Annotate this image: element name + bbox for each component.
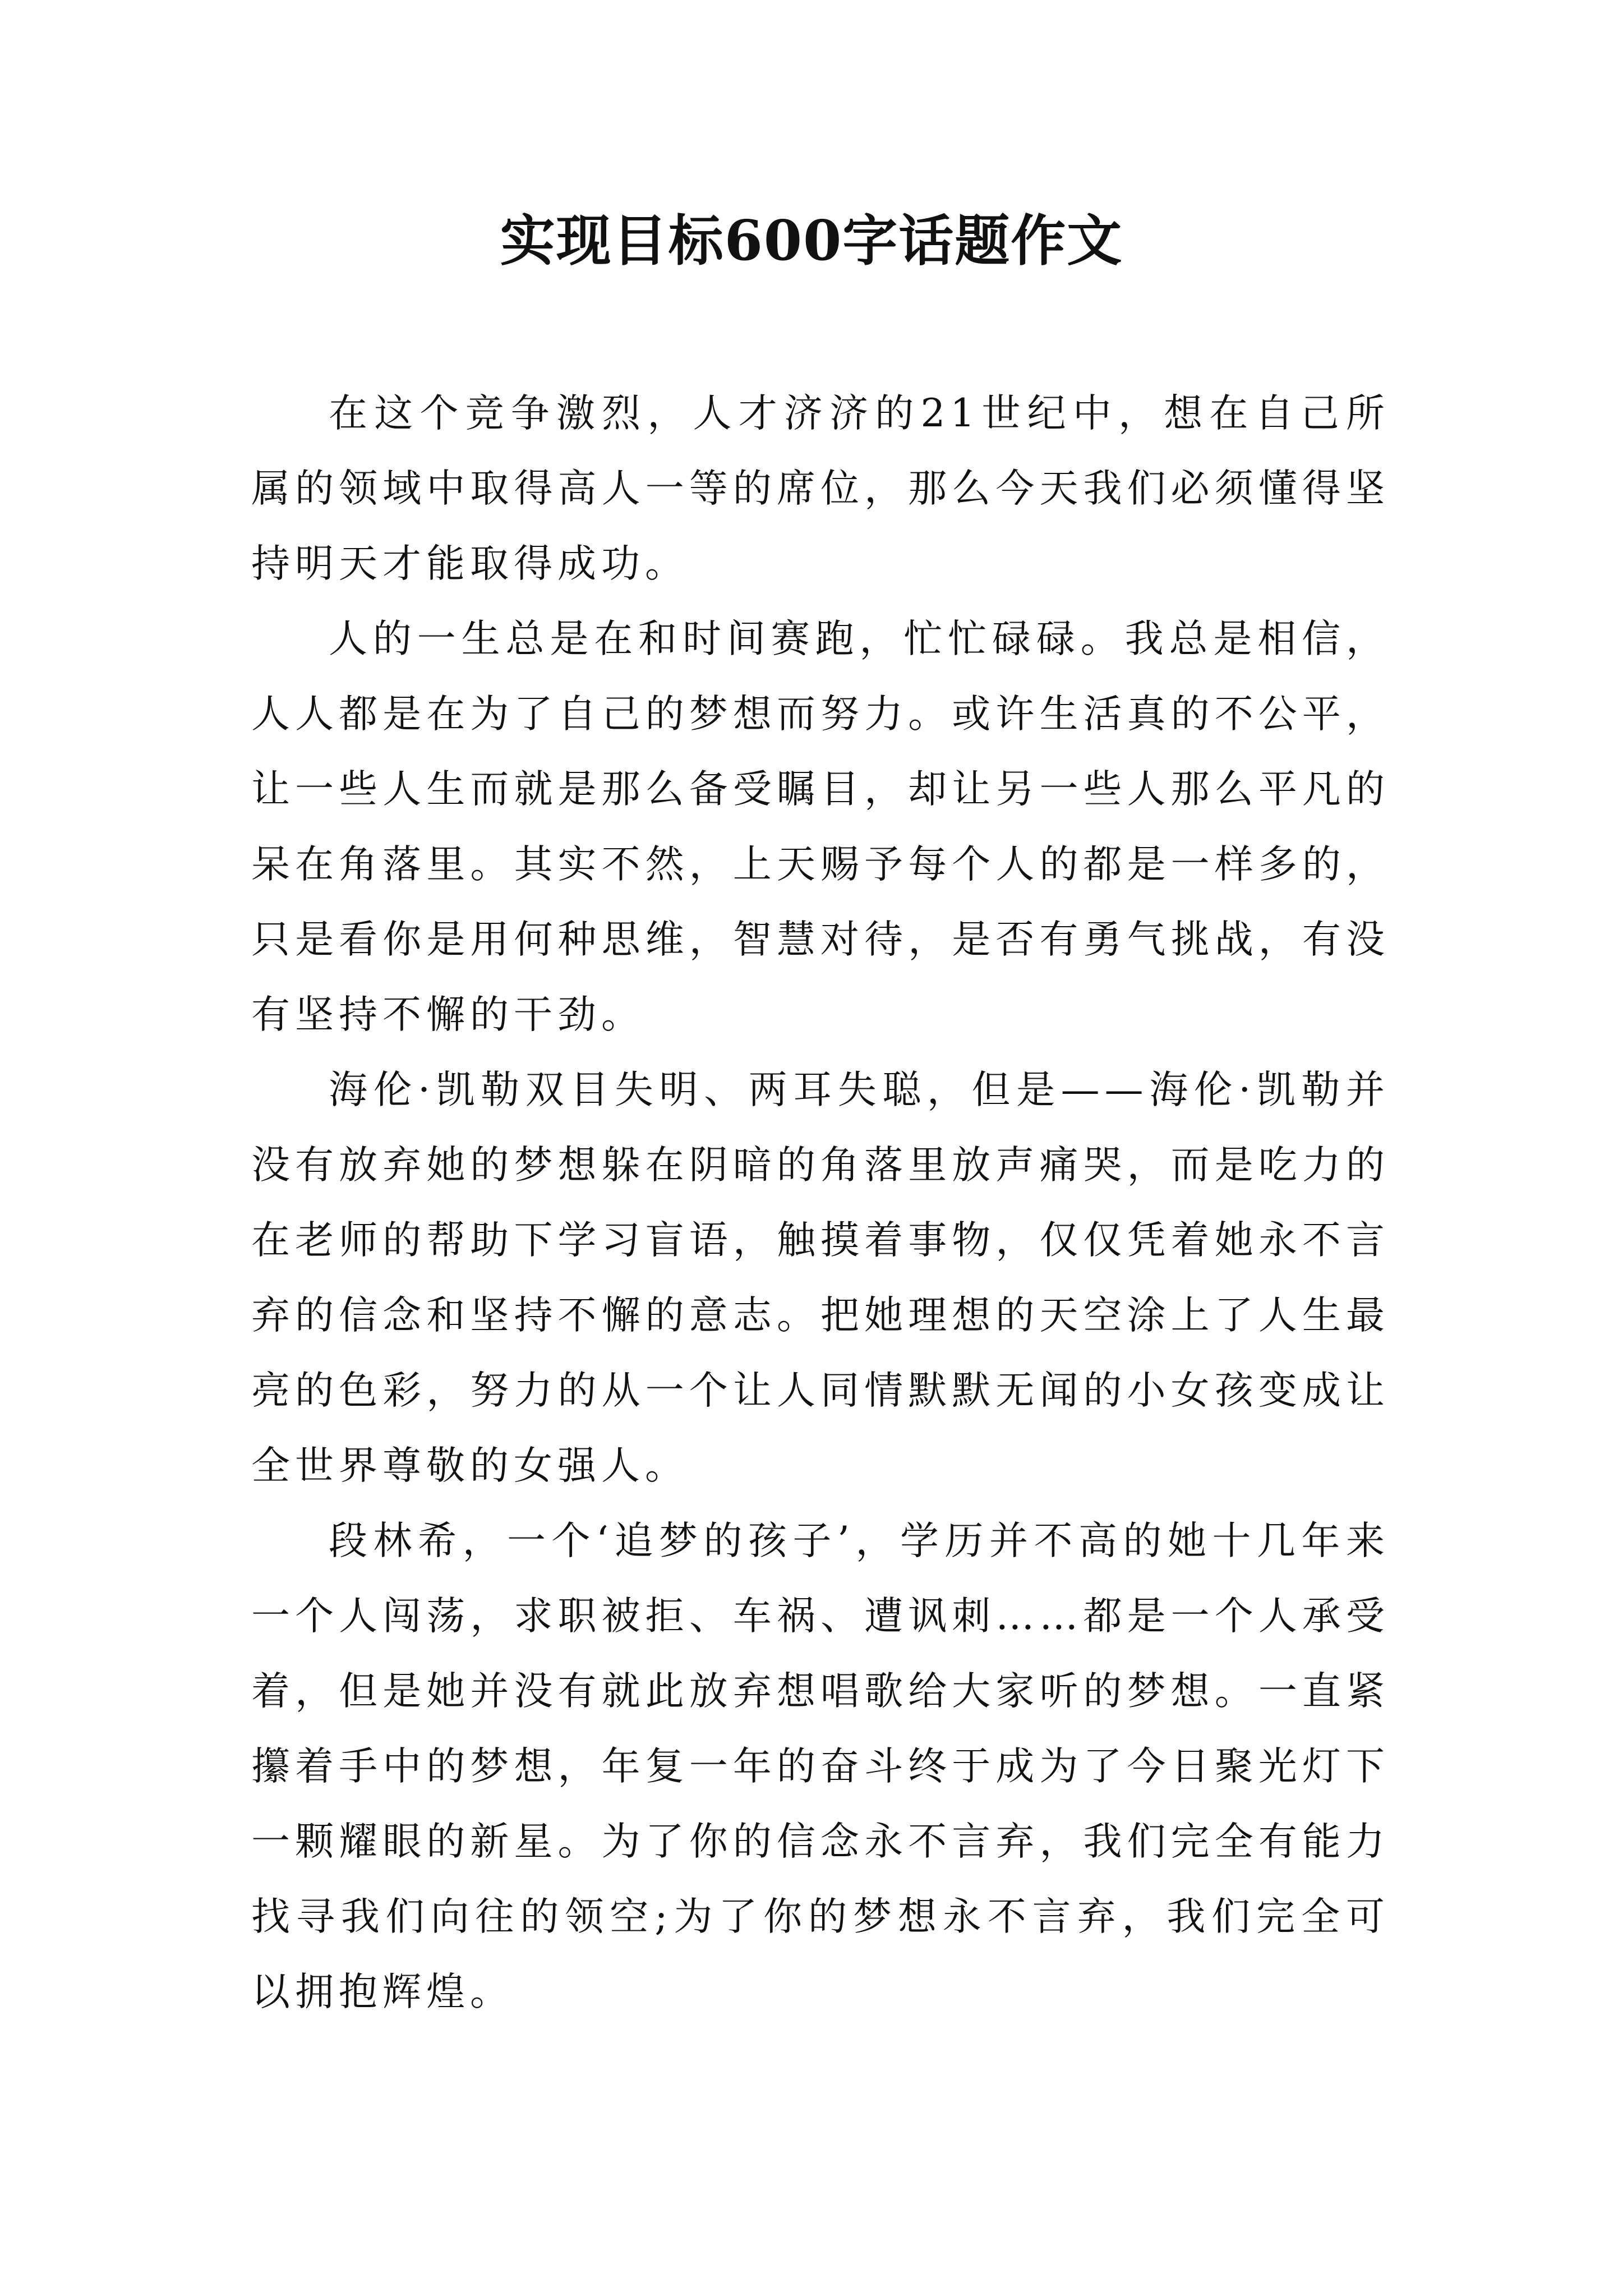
paragraph-1: 在这个竞争激烈，人才济济的21世纪中，想在自己所属的领域中取得高人一等的席位，那么今天我们必须懂得坚持明天才能取得成功。: [251, 391, 1390, 586]
paragraph-2: 人的一生总是在和时间赛跑，忙忙碌碌。我总是相信，人人都是在为了自己的梦想而努力。或许生活真的不公平，让一些人生而就是那么备受瞩目，却让另一些人那么平凡的呆在角落里。其实不然，上天赐予每个人的都是一样多的，只是看你是用何种思维，智慧对待，是否有勇气挑战，有没有坚持不懈的干劲。: [251, 616, 1390, 1037]
document-title: 实现目标600字话题作文: [500, 209, 1123, 273]
document-body: [251, 376, 1390, 2030]
paragraph-3: 海伦·凯勒双目失明、两耳失聪，但是——海伦·凯勒并没有放弃她的梦想躲在阴暗的角落里放声痛哭，而是吃力的在老师的帮助下学习盲语，触摸着事物，仅仅凭着她永不言弃的信念和坚持不懈的意志。把她理想的天空涂上了人生最亮的色彩，努力的从一个让人同情默默无闻的小女孩变成让全世界尊敬的女强人。: [251, 1068, 1390, 1488]
paragraph-4: 段林希，一个‘追梦的孩子’，学历并不高的她十几年来一个人闯荡，求职被拒、车祸、遭讽刺……都是一个人承受着，但是她并没有就此放弃想唱歌给大家听的梦想。一直紧攥着手中的梦想，年复一年的奋斗终于成为了今日聚光灯下一颗耀眼的新星。为了你的信念永不言弃，我们完全有能力找寻我们向往的领空;为了你的梦想永不言弃，我们完全可以拥抱辉煌。: [251, 1519, 1390, 2014]
